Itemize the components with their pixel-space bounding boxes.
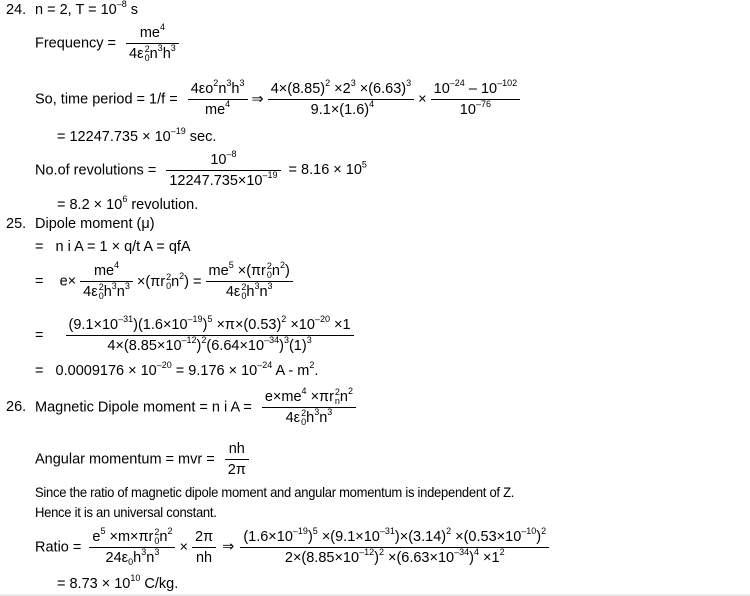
revolutions-final: = $8.2 \times 10^6$ revolution. bbox=[57, 194, 199, 213]
substitution-fraction: $\frac{4\times(8.85)^2 \times 2^3 \times(6.63)^3}{9.1\times(1.6)^4}$ bbox=[268, 80, 414, 119]
revolutions-equation: No.of revolutions = $\frac{10^{-8}}{12247.735\times 10^{-19}}$ = $8.16 \times 10^5$ bbox=[35, 149, 367, 189]
dipole-numeric-fraction: $\frac{(9.1\times 10^{-31})(1.6\times 10^{-19})^5 \times\pi\times(0.53)^2 \times 10^{-20} \times 1}{4\times(8.85\times 10^{-12})^2(6.64\times 10^{-34})^3(1)^3}$ bbox=[66, 316, 354, 355]
problem-24-number: 24. bbox=[6, 2, 27, 18]
magnetic-dipole-equation: Magnetic Dipole moment = n i A = $e\times me^4 \times\pi r$ 2 n $n^2$ 4ε 2 0 $h^3n^3$ bbox=[35, 388, 356, 427]
problem-25-title: Dipole moment (μ) bbox=[35, 216, 155, 232]
problem-25-number: 25. bbox=[6, 216, 27, 232]
dipole-line-1: = n i A = 1 × q/t A = qfA bbox=[35, 239, 191, 255]
revolutions-fraction: $\frac{10^{-8}}{12247.735\times 10^{-19}}$ bbox=[166, 151, 280, 190]
ratio-numeric-fraction: $\frac{(1.6\times 10^{-19})^5 \times(9.1\times 10^{-31})\times(3.14)^2 \times(0.53\times 10^{-10})^2}{2\times(8.85\times 10^{-12})^2 \times(6.63\times 10^{-34})^4 \times 1^2}$ bbox=[240, 528, 549, 567]
frequency-fraction: $me^4$ 4ε 2 0 $n^3h^3$ bbox=[126, 24, 179, 63]
angular-momentum-equation: Angular momentum = mvr = $\frac{nh}{2\pi}$ bbox=[35, 440, 249, 479]
time-period-equation: So, time period = 1/f = $\frac{4\varepsilon o^2n^3h^3}{me^4}$ ⇒ $\frac{4\times(8.85)^2 \times 2^3 \times(6.63)^3}{9.1\times(1.6)^4}$ × $\frac{10^{-24} - 10^{-102}}{10^{-76}}$ bbox=[35, 80, 520, 119]
statement-1: Since the ratio of magnetic dipole moment and angular momentum is independent of Z. bbox=[35, 484, 515, 500]
magnetic-fraction: $e\times me^4 \times\pi r$ 2 n $n^2$ 4ε 2 0 $h^3n^3$ bbox=[262, 388, 356, 427]
power-fraction: $\frac{10^{-24} - 10^{-102}}{10^{-76}}$ bbox=[431, 80, 520, 119]
dipole-line-2: = e× $me^4$ 4ε 2 0 $h^3n^3$ ×(πr 2 0 $n^2$) = $me^5 \times(\pi r$ 2 0 $n^2$) 4ε 2 0 $h^3n^3$ bbox=[35, 262, 293, 301]
problem-26-number: 26. bbox=[6, 399, 27, 415]
period-fraction: $\frac{4\varepsilon o^2n^3h^3}{me^4}$ bbox=[188, 80, 248, 119]
problem-24-given: n = 2, $T = 10^{-8}$ s bbox=[35, 0, 138, 18]
statement-2: Hence it is an universal constant. bbox=[35, 504, 217, 520]
ratio-fraction-1: $e^5 \times m\times\pi r$ 2 0 $n^2$ $24\varepsilon_0h^3n^3$ bbox=[89, 528, 175, 567]
dipole-result: = $0.0009176 \times 10^{-20} = 9.176 \times 10^{-24}$ A - $m^2$. bbox=[35, 360, 319, 379]
period-result: = $12247.735 \times 10^{-19}$ sec. bbox=[57, 126, 217, 145]
dipole-line-3: = $\frac{(9.1\times 10^{-31})(1.6\times 10^{-19})^5 \times\pi\times(0.53)^2 \times 10^{-20} \times 1}{4\times(8.85\times 10^{-12})^2(6.64\times 10^{-34})^3(1)^3}$ bbox=[35, 316, 354, 355]
ratio-equation: Ratio = $e^5 \times m\times\pi r$ 2 0 $n^2$ $24\varepsilon_0h^3n^3$ × $\frac{2\pi}{nh}$ ⇒ $\frac{(1.6\times 10^{-19})^5 \times(9.1\times 10^{-31})\times(3.14)^2 \times(0.53\times 10^{-10})^2}{2\times(8.85\times 10^{-12})^2 \times(6.63\times 10^{-34})^4 \times 1^2}$ bbox=[35, 528, 549, 567]
frequency-equation: Frequency = $me^4$ 4ε 2 0 $n^3h^3$ bbox=[35, 24, 179, 63]
angular-fraction: $\frac{nh}{2\pi}$ bbox=[225, 440, 249, 479]
ratio-result: = $8.73 \times 10^{10}$ C/kg. bbox=[57, 573, 179, 592]
dipole-fraction-1: $me^4$ 4ε 2 0 $h^3n^3$ bbox=[80, 262, 133, 301]
ratio-fraction-2: $\frac{2\pi}{nh}$ bbox=[192, 528, 216, 567]
dipole-fraction-2: $me^5 \times(\pi r$ 2 0 $n^2$) 4ε 2 0 $h^3n^3$ bbox=[206, 262, 293, 301]
